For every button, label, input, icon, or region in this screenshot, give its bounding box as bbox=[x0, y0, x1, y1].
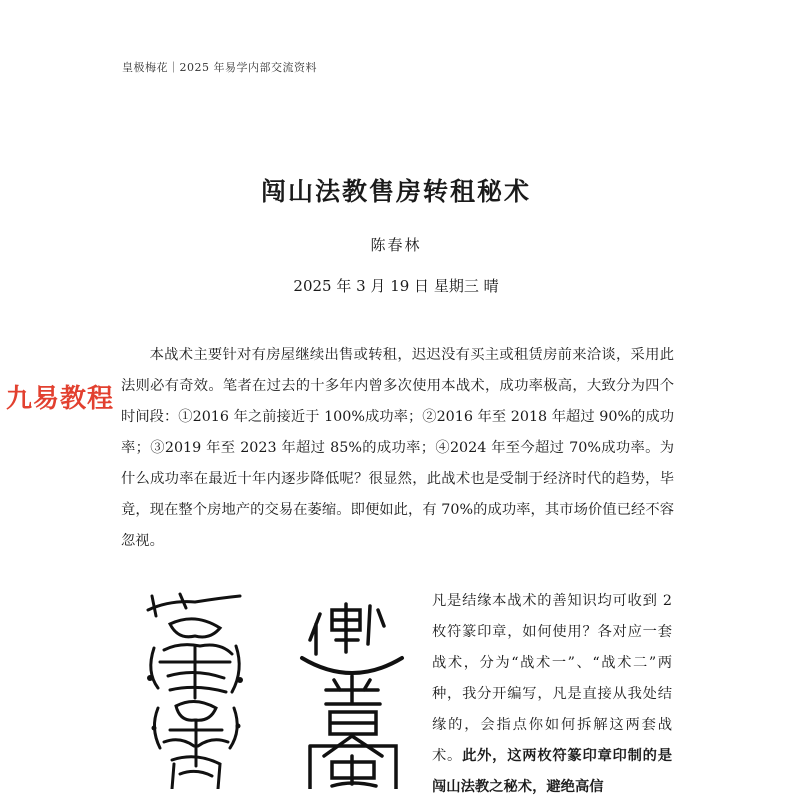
article-author: 陈春林 bbox=[370, 236, 422, 254]
watermark-logo: 九易教程 bbox=[6, 384, 115, 414]
talisman-seal-left bbox=[140, 588, 250, 789]
talisman-seal-right bbox=[296, 596, 408, 789]
side-paragraph-bold-text: 此外，这两枚符篆印章印制的是闯山法教之秘术，避绝高信 bbox=[432, 748, 672, 795]
body-paragraph: 本战术主要针对有房屋继续出售或转租，迟迟没有买主或租赁房前来洽谈，采用此法则必有奇效。笔者在过去的十多年内曾多次使用本战术，成功率极高，大致分为四个时间段：①2016 年之前接近于 100%成功率；②2016 年至 2018 年超过 90%的成功率；③2019 年至 2023 年超过 85%的成功率；④2024 年至今超过 70%成功率。为什么成功率在最近十年内逐步降低呢？很显然，此战术也是受制于经济时代的趋势，毕竟，现在整个房地产的交易在萎缩。即便如此，有 70%的成功率，其市场价值已经不容忽视。 bbox=[121, 347, 674, 549]
article-title: 闯山法教售房转租秘术 bbox=[260, 177, 531, 206]
side-paragraph bbox=[432, 586, 672, 803]
side-paragraph-text: 凡是结缘本战术的善知识均可收到 2 枚符篆印章，如何使用？各对应一套战术，分为“战术一”、“战术二”两种，我分开编写，凡是直接从我处结缘的，会指点你如何拆解这两套战术。 bbox=[432, 593, 672, 764]
article-date: 2025 年 3 月 19 日 星期三 晴 bbox=[293, 277, 499, 295]
running-header: 皇极梅花｜2025 年易学内部交流资料 bbox=[122, 61, 317, 74]
